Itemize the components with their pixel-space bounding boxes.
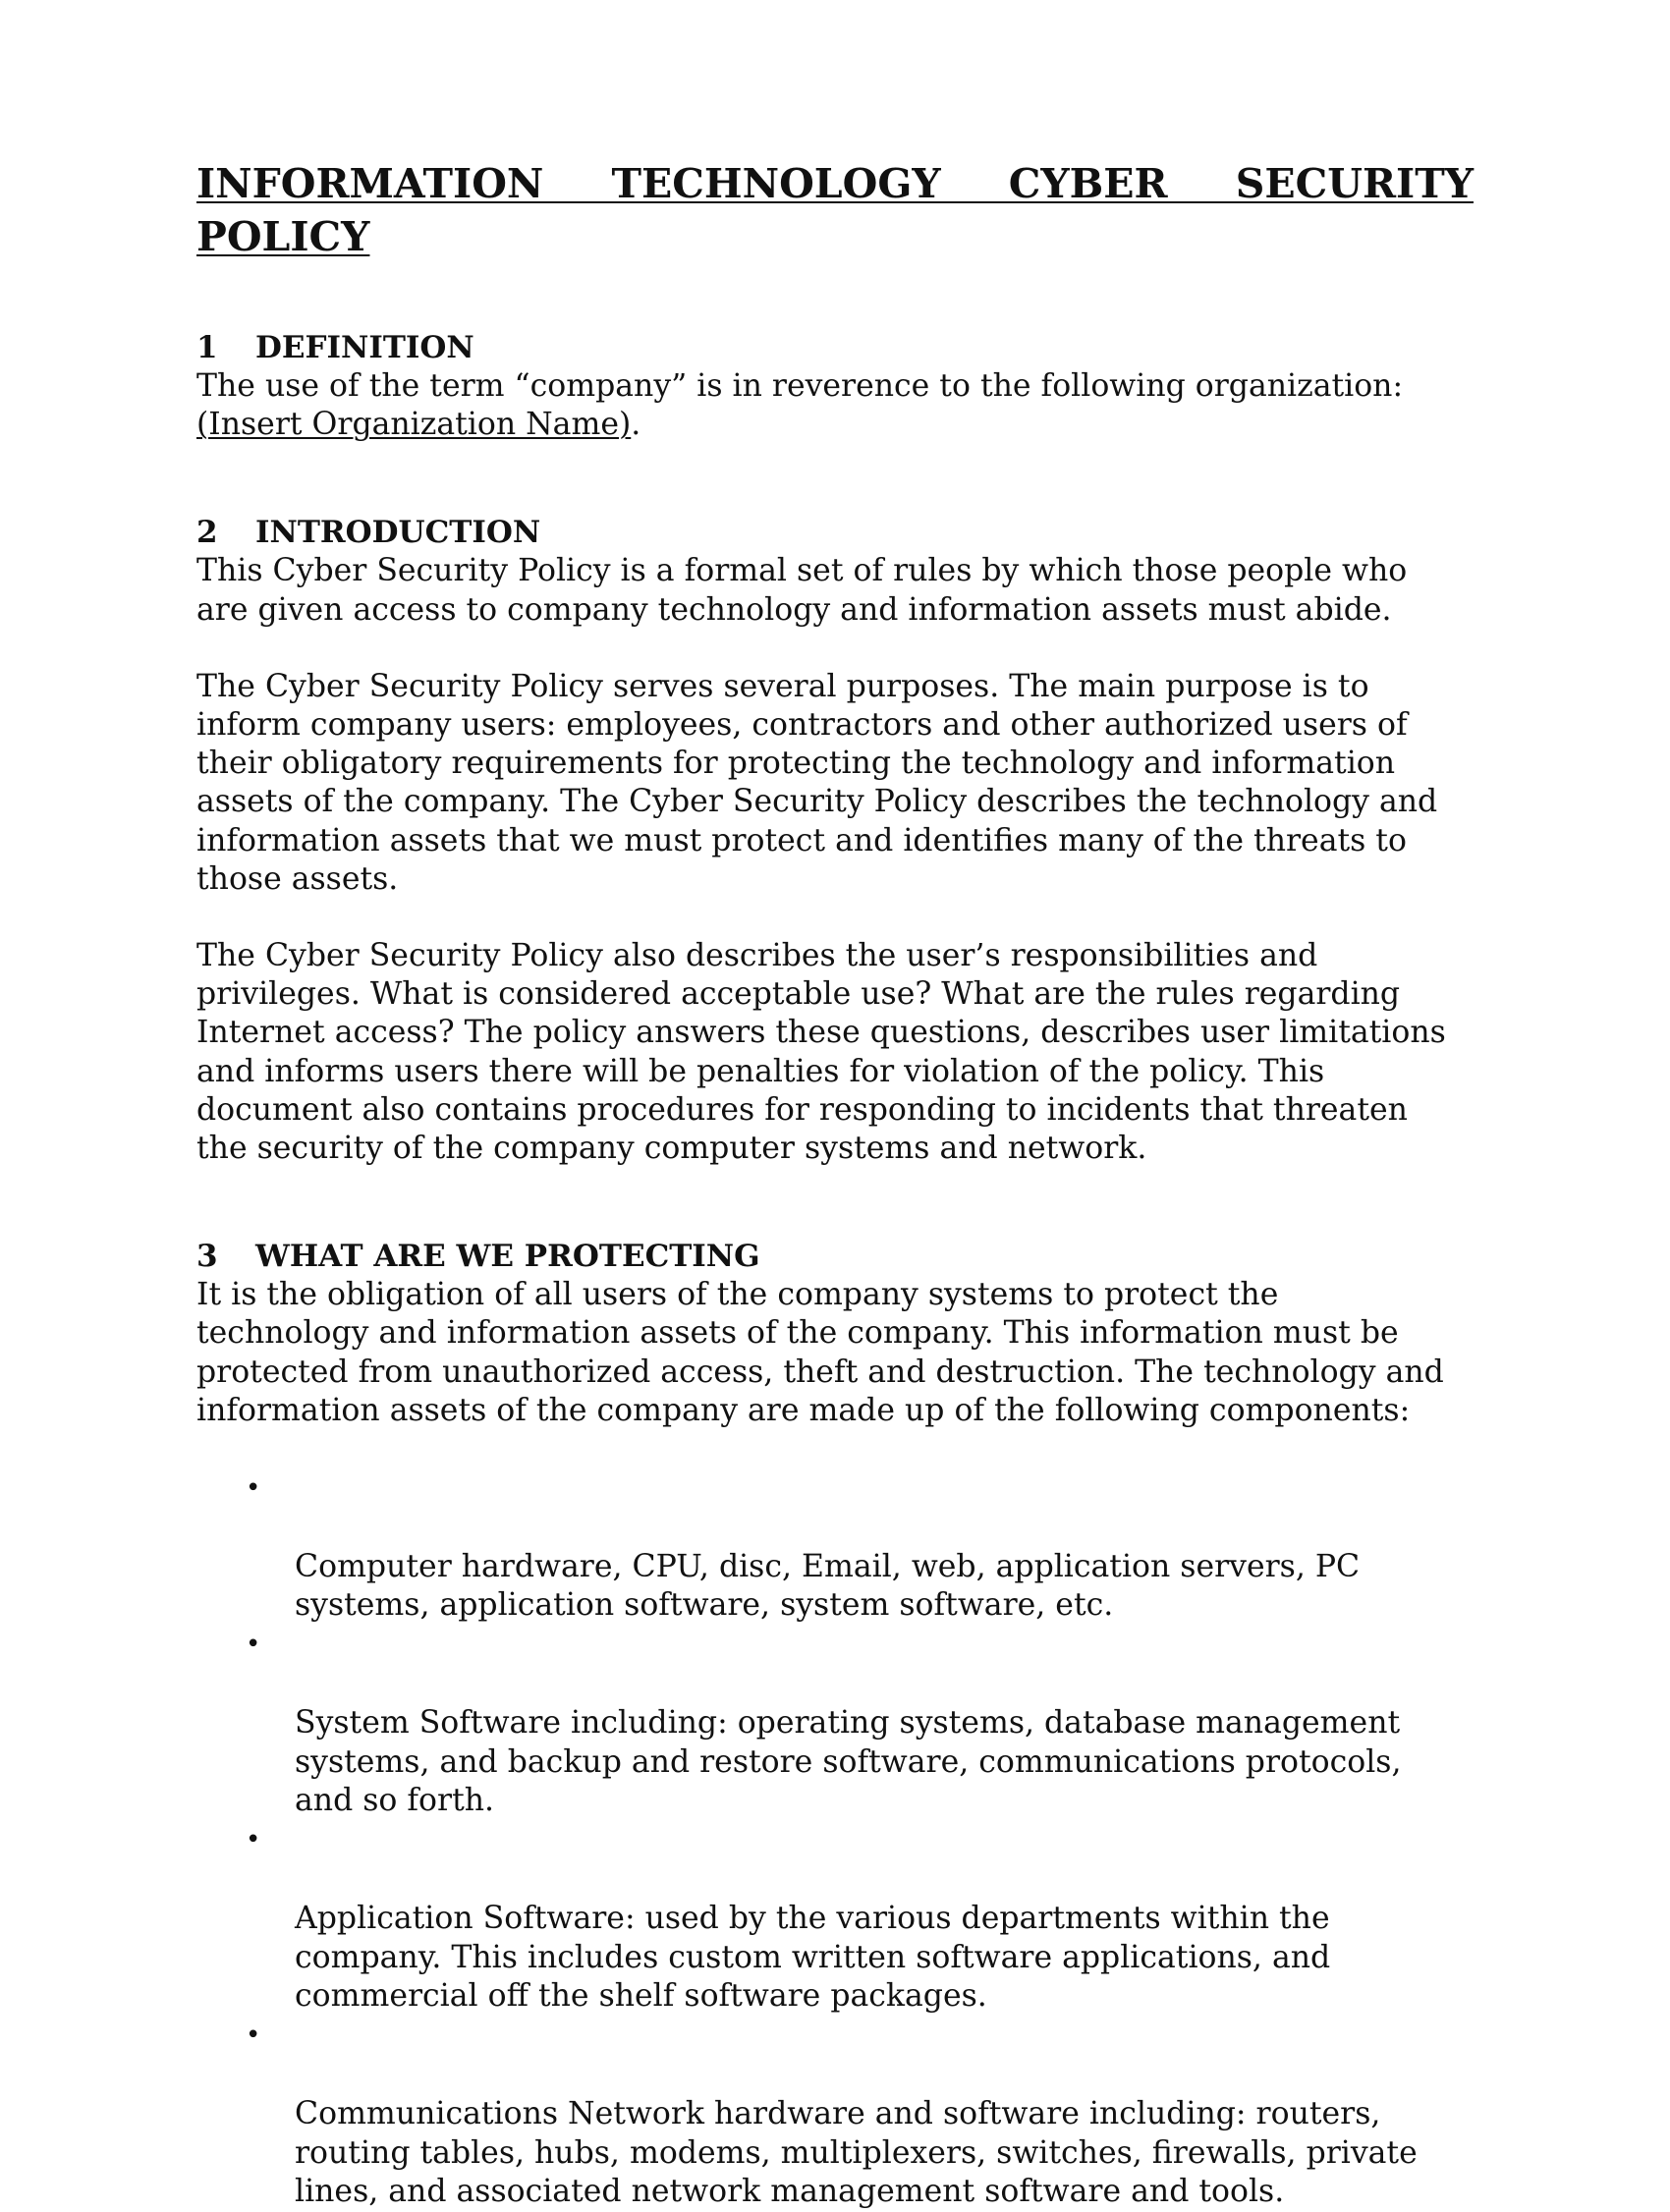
section-introduction bbox=[196, 513, 1474, 1168]
intro-paragraph-1: This Cyber Security Policy is a formal set of rules by which those people who are given access to company technology and information assets must abide. bbox=[196, 553, 1408, 628]
document-title: INFORMATION TECHNOLOGY CYBER SECURITY POLICY bbox=[196, 160, 1474, 260]
definition-period: . bbox=[631, 407, 641, 443]
bullet-icon: • bbox=[246, 2020, 261, 2051]
section-title: WHAT ARE WE PROTECTING bbox=[255, 1239, 760, 1275]
list-item bbox=[196, 1821, 1474, 2017]
section-number: 1 bbox=[196, 330, 218, 365]
section-heading bbox=[196, 1237, 1474, 1276]
list-item bbox=[196, 1626, 1474, 1821]
protecting-paragraph: It is the obligation of all users of the company systems to protect the technology and information assets of the company. This information must be protected from unauthorized access, theft and destruction. The technology and information assets of the company are made up of the following components: bbox=[196, 1277, 1444, 1428]
list-item-text: Computer hardware, CPU, disc, Email, web, application servers, PC systems, application software, system software, etc. bbox=[295, 1548, 1361, 1624]
list-item bbox=[196, 1469, 1474, 1626]
list-item-text: System Software including: operating systems, database management systems, and backup and restore software, communications protocols, and so forth. bbox=[295, 1704, 1402, 1819]
bullet-icon: • bbox=[246, 1825, 261, 1855]
definition-paragraph bbox=[196, 367, 1474, 444]
section-number: 2 bbox=[196, 515, 218, 551]
intro-paragraph-2: The Cyber Security Policy serves several purposes. The main purpose is to inform company users: employees, contractors and other authorized users of their obligatory requirements for protecting the technology and information assets of the company. The Cyber Security Policy describes the technology and information assets that we must protect and identifies many of the threats to those assets. bbox=[196, 668, 1438, 897]
section-title: INTRODUCTION bbox=[255, 515, 541, 551]
section-heading bbox=[196, 328, 1474, 367]
section-definition bbox=[196, 328, 1474, 444]
section-title: DEFINITION bbox=[255, 330, 474, 365]
section-number: 3 bbox=[196, 1239, 218, 1275]
list-item bbox=[196, 2017, 1474, 2212]
organization-name-placeholder: (Insert Organization Name) bbox=[196, 407, 632, 443]
bullet-icon: • bbox=[246, 1630, 261, 1660]
asset-components-list bbox=[196, 1469, 1474, 2212]
definition-text: The use of the term “company” is in reverence to the following organization: bbox=[196, 368, 1404, 404]
list-item-text: Communications Network hardware and software including: routers, routing tables, hubs, modems, multiplexers, switches, firewalls, private lines, and associated network management software and tools. bbox=[295, 2095, 1418, 2210]
bullet-icon: • bbox=[246, 1473, 261, 1504]
document-page bbox=[196, 157, 1474, 2212]
section-what-are-we-protecting bbox=[196, 1237, 1474, 2212]
list-item-text: Application Software: used by the various departments within the company. This includes custom written software applications, and commercial off the shelf software packages. bbox=[295, 1900, 1331, 2015]
section-heading bbox=[196, 513, 1474, 552]
intro-paragraph-3: The Cyber Security Policy also describes the user’s responsibilities and privileges. What is considered acceptable use? What are the rules regarding Internet access? The policy answers these questions, describes user limitations and informs users there will be penalties for violation of the policy. This document also contains procedures for responding to incidents that threaten the security of the company computer systems and network. bbox=[196, 938, 1446, 1167]
